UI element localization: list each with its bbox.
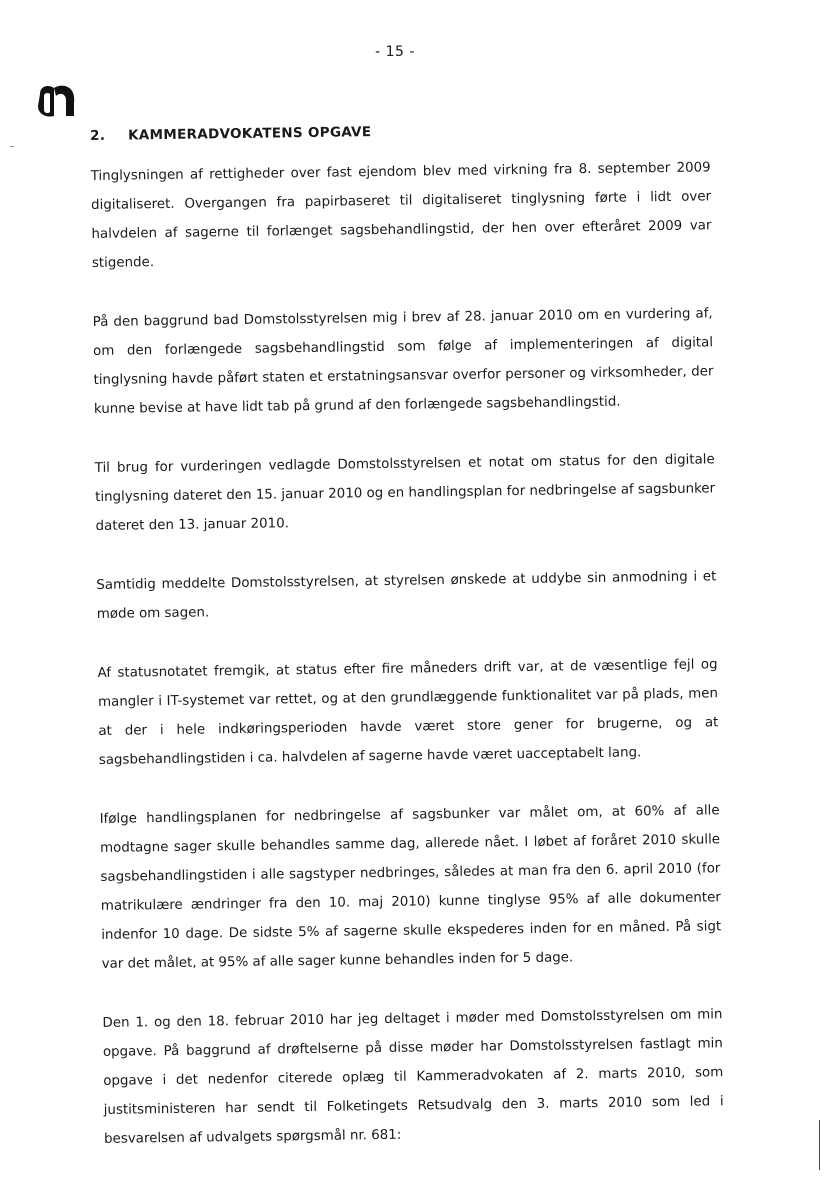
paragraph-5: Af statusnotatet fremgik, at status efter fire måneders drift var, at de væsentlige fejl og mangler i IT-systemet var rettet, og at den grundlæggende funktionalitet var på plads, men at der i hele indkøringsperioden havde været store gener for brugerne, og at sagsbehandlingstiden i ca. halvdelen af sagerne havde været uacceptabelt lang.: [97, 657, 719, 768]
paragraph-3: Til brug for vurderingen vedlagde Domstolsstyrelsen et notat om status for den digitale tinglysning dateret den 15. januar 2010 og en handlingsplan for nedbringelse af sagsbunker dateret den 13. januar 2010.: [94, 452, 716, 534]
section-number: 2.: [90, 127, 106, 144]
paragraph-2: På den baggrund bad Domstolsstyrelsen mig i brev af 28. januar 2010 om en vurdering af, om den forlængede sagsbehandlingstid som følge af implementeringen af digital tinglysning havde påført staten et erstatningsansvar overfor personer og virksomheder, der kunne bevise at have lidt tab på grund af den forlængede sagsbehandlingstid.: [92, 306, 714, 417]
margin-mark-right: [819, 1120, 820, 1170]
paragraph-7: Den 1. og den 18. februar 2010 har jeg deltaget i møder med Domstolsstyrelsen om min opgave. På baggrund af drøftelserne på disse møder har Domstolsstyrelsen fastlagt min opgave i det nedenfor citerede oplæg til Kammeradvokaten af 2. marts 2010, som justitsministeren har sendt til Folketingets Retsudvalg den 3. marts 2010 som led i besvarelsen af udvalgets spørgsmål nr. 681:: [102, 1007, 724, 1147]
section-title: KAMMERADVOKATENS OPGAVE: [127, 124, 372, 144]
paragraph-1: Tinglysningen af rettigheder over fast ejendom blev med virkning fra 8. september 2009 digitaliseret. Overgangen fra papirbaseret til digitaliseret tinglysning førte i lidt over halvdelen af sagerne til forlænget sagsbehandlingstid, der hen over efteråret 2009 var stigende.: [90, 160, 712, 271]
section-heading: [90, 119, 710, 144]
paragraph-4: Samtidig meddelte Domstolsstyrelsen, at styrelsen ønskede at uddybe sin anmodning i et møde om sagen.: [96, 569, 717, 622]
page-number: - 15 -: [375, 44, 415, 60]
kammeradvokaten-logo-icon: [34, 80, 78, 122]
margin-mark-left: [10, 146, 14, 147]
document-body: [90, 119, 725, 1184]
paragraph-6: Ifølge handlingsplanen for nedbringelse af sagsbunker var målet om, at 60% af alle modtagne sager skulle behandles samme dag, allerede nået. I løbet af foråret 2010 skulle sagsbehandlingstiden i alle sagstyper nedbringes, således at man fra den 6. april 2010 (for matrikulære ændringer fra den 10. maj 2010) kunne tinglyse 95% af alle dokumenter indenfor 10 dage. De sidste 5% af sagerne skulle ekspederes inden for en måned. På sigt var det målet, at 95% af alle sager kunne behandles inden for 5 dage.: [99, 803, 722, 972]
